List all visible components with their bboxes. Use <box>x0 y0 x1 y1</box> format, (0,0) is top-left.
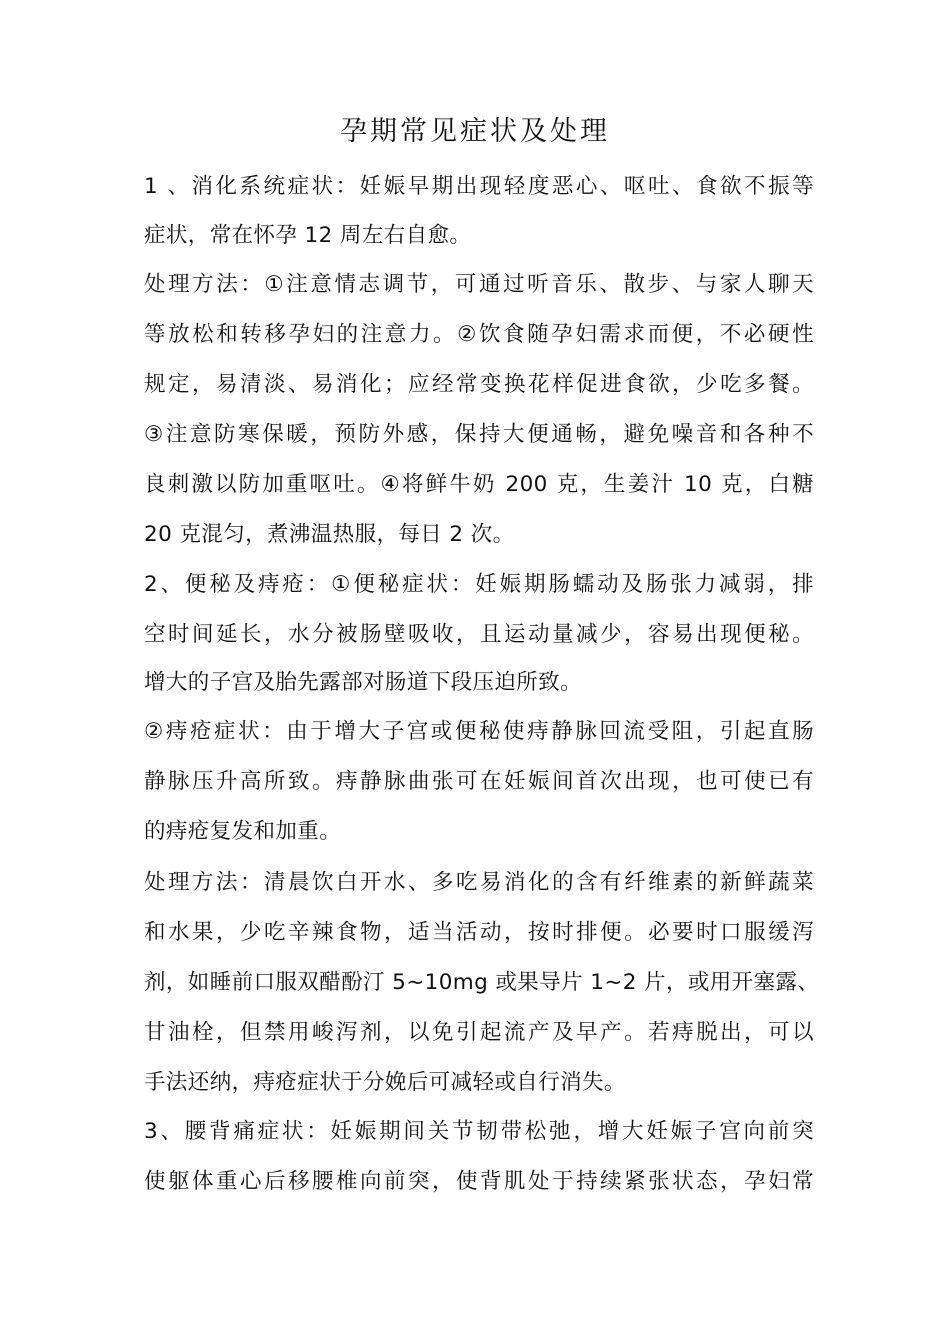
paragraph-line: 20 克混匀，煮沸温热服，每日 2 次。 <box>144 522 515 547</box>
paragraph-line: 的痔疮复发和加重。 <box>144 819 342 844</box>
paragraph-line: ②痔疮症状：由于增大子宫或便秘使痔静脉回流受阻，引起直肠 <box>144 719 814 744</box>
paragraph-line: 1 、消化系统症状：妊娠早期出现轻度恶心、呕吐、食欲不振等 <box>144 174 814 199</box>
paragraph-line: 处理方法：清晨饮白开水、多吃易消化的含有纤维素的新鲜蔬菜 <box>144 870 814 895</box>
paragraph-line: ③注意防寒保暖，预防外感，保持大便通畅，避免噪音和各种不 <box>144 422 814 447</box>
paragraph-line: 处理方法：①注意情志调节，可通过听音乐、散步、与家人聊天 <box>144 272 814 297</box>
paragraph-line: 和水果，少吃辛辣食物，适当活动，按时排便。必要时口服缓泻 <box>144 920 814 945</box>
paragraph-line: 手法还纳，痔疮症状于分娩后可减轻或自行消失。 <box>144 1070 626 1095</box>
paragraph-line: 甘油栓，但禁用峻泻剂，以免引起流产及早产。若痔脱出，可以 <box>144 1020 814 1045</box>
paragraph-line: 静脉压升高所致。痔静脉曲张可在妊娠间首次出现，也可使已有 <box>144 769 814 794</box>
paragraph-line: 规定，易清淡、易消化；应经常变换花样促进食欲，少吃多餐。 <box>144 372 814 397</box>
paragraph-line: 剂，如睡前口服双醋酚汀 5~10mg 或果导片 1~2 片，或用开塞露、 <box>144 970 820 995</box>
paragraph-line: 3、腰背痛症状：妊娠期间关节韧带松弛，增大妊娠子宫向前突 <box>144 1119 814 1144</box>
paragraph-line: 等放松和转移孕妇的注意力。②饮食随孕妇需求而便，不必硬性 <box>144 322 814 347</box>
page-title: 孕期常见症状及处理 <box>340 116 610 147</box>
paragraph-line: 2、便秘及痔疮：①便秘症状：妊娠期肠蠕动及肠张力减弱，排 <box>144 572 814 597</box>
paragraph-line: 使躯体重心后移腰椎向前突，使背肌处于持续紧张状态，孕妇常 <box>144 1169 814 1194</box>
paragraph-line: 症状，常在怀孕 12 周左右自愈。 <box>144 223 472 248</box>
paragraph-line: 良刺激以防加重呕吐。④将鲜牛奶 200 克，生姜汁 10 克，白糖 <box>144 472 814 497</box>
paragraph-line: 空时间延长，水分被肠壁吸收，且运动量减少，容易出现便秘。 <box>144 622 814 647</box>
paragraph-line: 增大的子宫及胎先露部对肠道下段压迫所致。 <box>144 670 583 695</box>
